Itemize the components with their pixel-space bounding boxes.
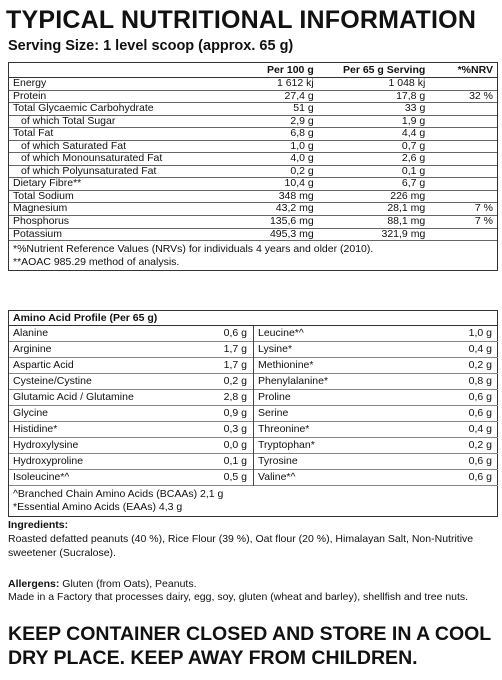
value-nrv bbox=[427, 229, 497, 241]
value-nrv bbox=[427, 166, 497, 178]
amino-value: 0,4 g bbox=[468, 423, 492, 435]
amino-value: 0,3 g bbox=[223, 423, 247, 435]
header-nrv: *%NRV bbox=[457, 64, 493, 76]
amino-row bbox=[9, 374, 253, 390]
amino-row bbox=[254, 358, 498, 374]
amino-value: 0,5 g bbox=[223, 471, 247, 483]
amino-name: Hydroxyproline bbox=[13, 455, 84, 467]
value-per-100g: 2,9 g bbox=[290, 114, 314, 127]
value-per-100g: 1 612 kj bbox=[276, 77, 314, 89]
amino-row bbox=[9, 342, 253, 358]
amino-value: 1,7 g bbox=[223, 359, 247, 371]
amino-name: Lysine* bbox=[258, 343, 293, 355]
amino-row bbox=[9, 406, 253, 422]
bcaa-footnote: ^Branched Chain Amino Acids (BCAAs) 2,1 g bbox=[13, 488, 224, 500]
amino-value: 0,1 g bbox=[223, 455, 247, 467]
amino-name: Methionine* bbox=[258, 359, 314, 371]
amino-name: Alanine bbox=[13, 327, 49, 339]
amino-row bbox=[254, 374, 498, 390]
amino-name: Serine bbox=[258, 407, 289, 419]
page-title: TYPICAL NUTRITIONAL INFORMATION bbox=[6, 6, 477, 34]
amino-value: 0,2 g bbox=[468, 439, 492, 451]
amino-name: Glycine bbox=[13, 407, 49, 419]
amino-row bbox=[254, 326, 498, 342]
amino-value: 0,4 g bbox=[468, 343, 492, 355]
amino-value: 2,8 g bbox=[223, 391, 247, 403]
aoac-footnote: **AOAC 985.29 method of analysis. bbox=[13, 255, 180, 268]
value-per-serving: 4,4 g bbox=[401, 127, 426, 140]
amino-row bbox=[254, 438, 498, 454]
nutrition-header-row bbox=[9, 63, 497, 78]
allergens-label: Allergens: bbox=[8, 578, 60, 590]
nutrition-row bbox=[9, 153, 497, 166]
value-per-100g: 135,6 mg bbox=[269, 215, 314, 228]
value-per-serving: 88,1 mg bbox=[387, 215, 426, 228]
amino-row bbox=[254, 342, 498, 358]
nutrient-name: of which Polyunsaturated Fat bbox=[21, 165, 157, 177]
value-nrv bbox=[427, 191, 497, 203]
nutrition-row bbox=[9, 216, 497, 229]
value-nrv bbox=[427, 178, 497, 190]
value-per-serving: 33 g bbox=[404, 102, 426, 115]
amino-row bbox=[9, 422, 253, 438]
amino-row bbox=[254, 406, 498, 422]
value-nrv bbox=[427, 116, 497, 128]
eaa-footnote: *Essential Amino Acids (EAAs) 4,3 g bbox=[13, 500, 183, 513]
value-per-100g: 51 g bbox=[293, 102, 314, 115]
amino-value: 0,9 g bbox=[223, 407, 247, 419]
amino-name: Arginine bbox=[13, 343, 52, 355]
value-nrv bbox=[427, 78, 497, 90]
header-per-serving: Per 65 g Serving bbox=[342, 64, 426, 76]
amino-name: Histidine* bbox=[13, 423, 58, 435]
amino-footnotes bbox=[9, 486, 497, 516]
amino-name: Tyrosine bbox=[258, 455, 298, 467]
value-per-100g: 4,0 g bbox=[290, 152, 314, 165]
value-per-100g: 495,3 mg bbox=[269, 227, 314, 240]
nutrition-table bbox=[8, 62, 498, 271]
amino-row bbox=[9, 470, 253, 486]
value-per-serving: 6,7 g bbox=[401, 177, 426, 190]
amino-value: 0,8 g bbox=[468, 375, 492, 387]
amino-acid-table bbox=[8, 310, 498, 517]
amino-value: 0,2 g bbox=[468, 359, 492, 371]
amino-name: Valine*^ bbox=[258, 471, 296, 483]
amino-value: 1,0 g bbox=[468, 327, 492, 339]
value-per-serving: 2,6 g bbox=[401, 152, 426, 165]
value-nrv: 7 % bbox=[474, 202, 493, 215]
value-nrv bbox=[427, 128, 497, 140]
nrv-footnote: *%Nutrient Reference Values (NRVs) for individuals 4 years and older (2010). bbox=[13, 243, 374, 256]
nutrient-name: of which Total Sugar bbox=[21, 115, 116, 127]
value-per-serving: 226 mg bbox=[390, 189, 426, 202]
value-nrv: 32 % bbox=[469, 89, 493, 102]
value-per-100g: 0,2 g bbox=[290, 164, 314, 177]
value-per-serving: 321,9 mg bbox=[381, 227, 426, 240]
nutrition-footnotes bbox=[9, 241, 497, 270]
header-nutrient bbox=[9, 63, 242, 77]
value-per-100g: 43,2 mg bbox=[275, 202, 314, 215]
amino-row bbox=[254, 454, 498, 470]
allergens-text: Gluten (from Oats), Peanuts. bbox=[59, 578, 197, 590]
value-per-100g: 348 mg bbox=[278, 189, 314, 202]
value-per-serving: 1 048 kj bbox=[388, 77, 426, 89]
amino-value: 0,6 g bbox=[468, 471, 492, 483]
header-per-100g: Per 100 g bbox=[267, 64, 314, 76]
value-nrv: 7 % bbox=[474, 215, 493, 228]
value-nrv bbox=[427, 141, 497, 153]
value-per-serving: 0,1 g bbox=[401, 164, 426, 177]
amino-row bbox=[254, 390, 498, 406]
amino-row bbox=[9, 326, 253, 342]
ingredients-label: Ingredients: bbox=[8, 519, 69, 531]
factory-statement: Made in a Factory that processes dairy, egg, soy, gluten (wheat and barley), shellfish and tree nuts. bbox=[8, 591, 469, 603]
amino-row bbox=[9, 438, 253, 454]
value-per-serving: 17,8 g bbox=[396, 89, 426, 102]
nutrition-row bbox=[9, 229, 497, 242]
nutrition-row bbox=[9, 78, 497, 91]
amino-name: Aspartic Acid bbox=[13, 359, 74, 371]
ingredients-section bbox=[8, 518, 498, 560]
nutrient-name: of which Monounsaturated Fat bbox=[21, 153, 163, 165]
value-nrv bbox=[427, 103, 497, 115]
amino-name: Tryptophan* bbox=[258, 439, 315, 451]
nutrition-row bbox=[9, 128, 497, 141]
amino-name: Proline bbox=[258, 391, 291, 403]
nutrient-name: of which Saturated Fat bbox=[21, 140, 127, 152]
amino-value: 0,6 g bbox=[468, 391, 492, 403]
amino-left-column bbox=[9, 326, 253, 486]
value-per-100g: 1,0 g bbox=[290, 139, 314, 152]
amino-name: Cysteine/Cystine bbox=[13, 375, 92, 387]
value-nrv bbox=[427, 153, 497, 165]
nutrition-row bbox=[9, 103, 497, 116]
amino-name: Phenylalanine* bbox=[258, 375, 329, 387]
value-per-serving: 0,7 g bbox=[401, 139, 426, 152]
amino-row bbox=[9, 390, 253, 406]
amino-row bbox=[254, 470, 498, 486]
amino-name: Hydroxylysine bbox=[13, 439, 79, 451]
amino-value: 0,0 g bbox=[223, 439, 247, 451]
amino-name: Threonine* bbox=[258, 423, 310, 435]
nutrient-name: Total Fat bbox=[13, 128, 54, 140]
amino-name: Glutamic Acid / Glutamine bbox=[13, 391, 134, 403]
value-per-serving: 1,9 g bbox=[401, 114, 426, 127]
nutrient-name: Potassium bbox=[13, 228, 63, 240]
amino-value: 0,6 g bbox=[468, 455, 492, 467]
amino-value: 0,2 g bbox=[223, 375, 247, 387]
serving-size: Serving Size: 1 level scoop (approx. 65 g) bbox=[8, 38, 294, 54]
amino-value: 0,6 g bbox=[468, 407, 492, 419]
nutrient-name: Protein bbox=[13, 90, 47, 102]
nutrient-name: Phosphorus bbox=[13, 216, 70, 228]
value-per-100g: 10,4 g bbox=[284, 177, 314, 190]
amino-header: Amino Acid Profile (Per 65 g) bbox=[9, 311, 497, 326]
nutrient-name: Total Sodium bbox=[13, 190, 74, 202]
ingredients-text: Roasted defatted peanuts (40 %), Rice Flour (39 %), Oat flour (20 %), Himalayan Salt, Non-Nutritive sweetener (Sucralose). bbox=[8, 533, 474, 559]
amino-name: Leucine*^ bbox=[258, 327, 304, 339]
value-per-100g: 27,4 g bbox=[284, 89, 314, 102]
value-per-serving: 28,1 mg bbox=[387, 202, 426, 215]
amino-row bbox=[254, 422, 498, 438]
nutrient-name: Dietary Fibre** bbox=[13, 178, 82, 190]
storage-warning: KEEP CONTAINER CLOSED AND STORE IN A COOL DRY PLACE. KEEP AWAY FROM CHILDREN. bbox=[8, 623, 491, 669]
nutrient-name: Energy bbox=[13, 78, 47, 89]
nutrient-name: Total Glycaemic Carbohydrate bbox=[13, 103, 154, 115]
amino-value: 0,6 g bbox=[223, 327, 247, 339]
nutrient-name: Magnesium bbox=[13, 203, 68, 215]
amino-row bbox=[9, 454, 253, 470]
allergens-section bbox=[8, 578, 498, 604]
amino-name: Isoleucine*^ bbox=[13, 471, 70, 483]
amino-row bbox=[9, 358, 253, 374]
value-per-100g: 6,8 g bbox=[290, 127, 314, 140]
amino-value: 1,7 g bbox=[223, 343, 247, 355]
amino-right-column bbox=[253, 326, 498, 486]
